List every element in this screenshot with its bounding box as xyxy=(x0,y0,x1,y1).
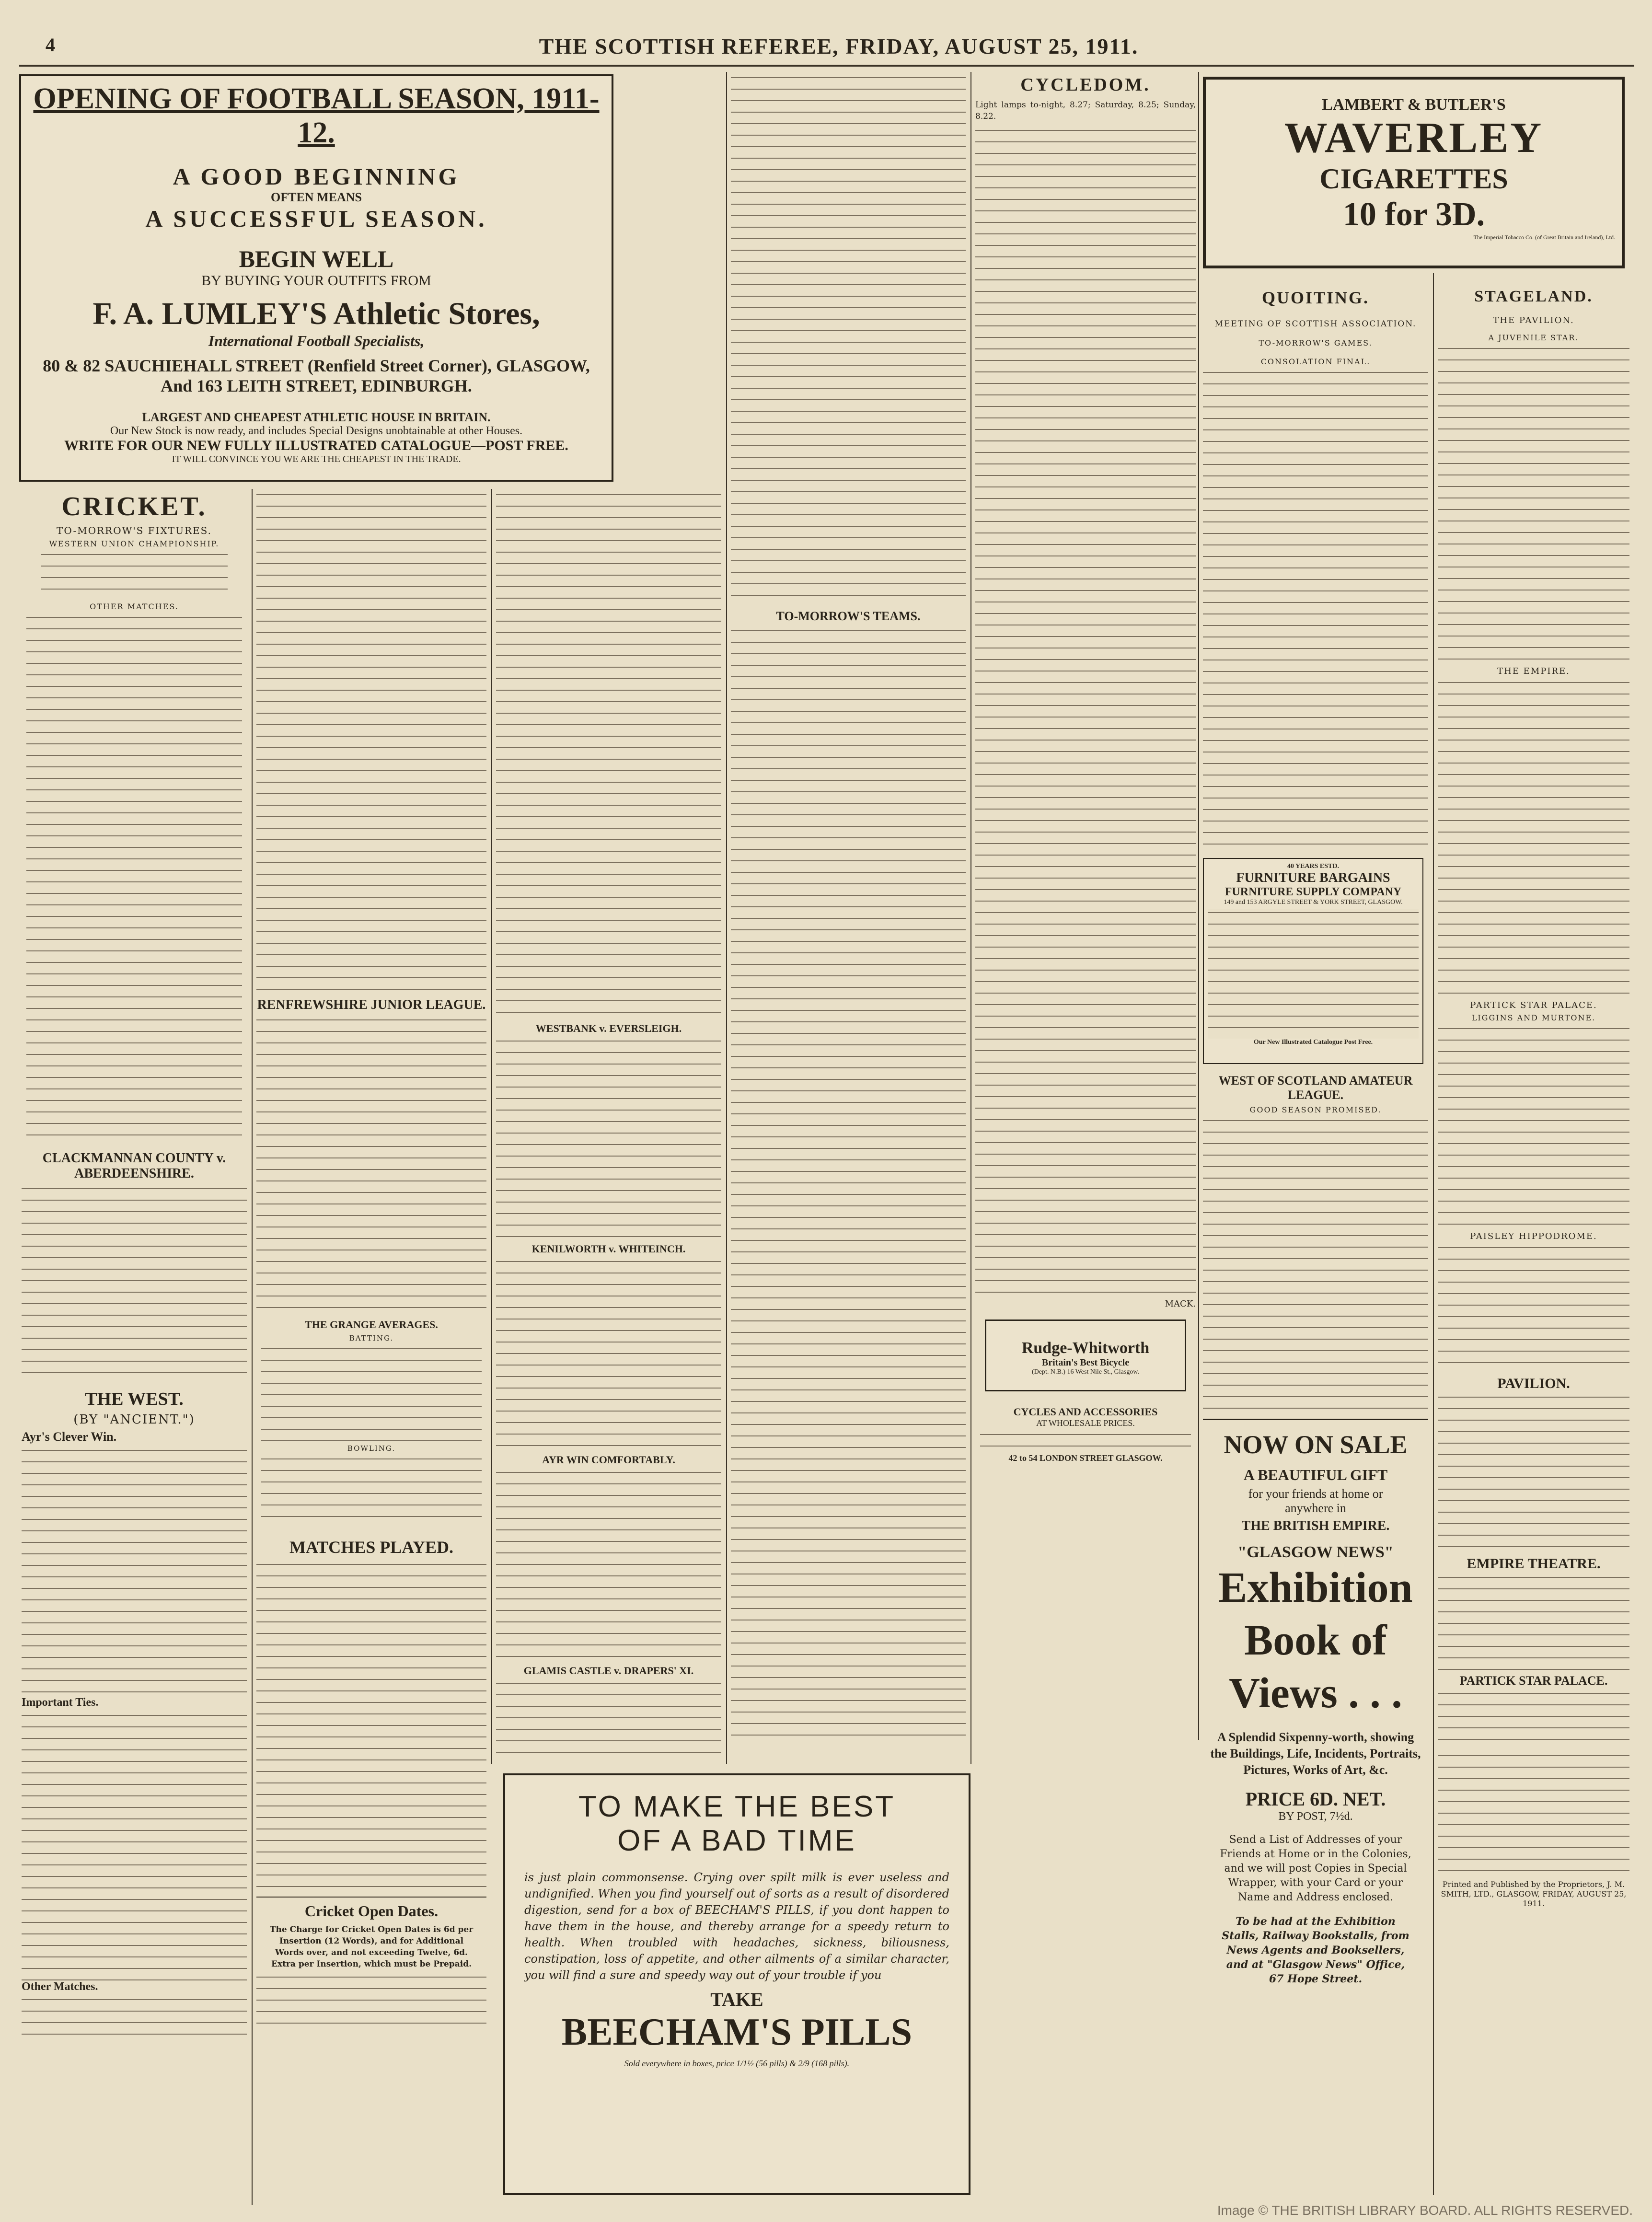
glamis-report xyxy=(496,1680,721,1761)
beecham-brand: BEECHAM'S PILLS xyxy=(561,2011,913,2053)
printed-by: Printed and Published by the Proprietors, J. M. SMITH, LTD., GLASGOW, FRIDAY, AUGUST 25, 1911. xyxy=(1441,1880,1627,1908)
ayr-comfortably-heading: AYR WIN COMFORTABLY. xyxy=(542,1454,675,1466)
matches-played-heading: MATCHES PLAYED. xyxy=(289,1538,454,1557)
column-3 xyxy=(496,491,721,1761)
consolation-final: CONSOLATION FINAL. xyxy=(1260,357,1371,366)
important-ties-heading: Important Ties. xyxy=(22,1696,99,1709)
juvenile-star: A JUVENILE STAR. xyxy=(1488,333,1579,342)
fixtures-heading: TO-MORROW'S FIXTURES. xyxy=(57,525,212,536)
paisley-report xyxy=(1438,1244,1629,1369)
bowling-heading: BOWLING. xyxy=(347,1444,396,1453)
book-of: Book of xyxy=(1244,1617,1387,1664)
stageland-title: STAGELAND. xyxy=(1474,288,1593,305)
kenilworth-heading: KENILWORTH v. WHITEINCH. xyxy=(531,1243,686,1255)
rudge-address: (Dept. N.B.) 16 West Nile St., Glasgow. xyxy=(1031,1368,1140,1376)
season-headline: OPENING OF FOOTBALL SEASON, 1911-12. xyxy=(33,82,600,149)
quoiting-meeting: MEETING OF SCOTTISH ASSOCIATION. xyxy=(1214,319,1417,329)
pavilion-report xyxy=(1438,345,1629,661)
cycles-address: 42 to 54 LONDON STREET GLASGOW. xyxy=(1008,1453,1163,1463)
waverley-product: CIGARETTES xyxy=(1319,163,1508,195)
col-rule-5 xyxy=(1198,72,1199,1740)
furniture-catalogue: Our New Illustrated Catalogue Post Free. xyxy=(1253,1039,1373,1046)
stageland-column xyxy=(1438,288,1629,2200)
col-rule-1 xyxy=(252,489,253,2205)
west-heading: THE WEST. xyxy=(85,1389,184,1409)
masthead-title: THE SCOTTISH REFEREE, FRIDAY, AUGUST 25, 1911. xyxy=(539,34,1139,58)
partick-subheading: PARTICK STAR PALACE. xyxy=(1470,1000,1597,1010)
glasgow-news: "GLASGOW NEWS" xyxy=(1237,1543,1394,1561)
glasgow-address: 80 & 82 SAUCHIEHALL STREET (Renfield Street Corner), GLASGOW, xyxy=(43,356,590,375)
col-rule-3 xyxy=(726,72,727,1764)
furniture-years: 40 YEARS ESTD. xyxy=(1287,863,1339,870)
westbank-heading: WESTBANK v. EVERSLEIGH. xyxy=(535,1022,682,1034)
col3-report-1 xyxy=(496,491,721,1018)
other-report xyxy=(22,1996,247,2039)
ties-report xyxy=(22,1712,247,1980)
lumley-advert xyxy=(19,74,613,482)
ancient-byline: (BY "ANCIENT.") xyxy=(73,1412,195,1427)
partick-report xyxy=(1438,1025,1629,1227)
souvenir-desc: A Splendid Sixpenny-worth, showing the Buildings, Life, Incidents, Portraits, Pictures, Works of Art, &c. xyxy=(1210,1730,1421,1777)
other-matches-heading: OTHER MATCHES. xyxy=(90,602,179,611)
beecham-footer: Sold everywhere in boxes, price 1/1½ (56 pills) & 2/9 (168 pills). xyxy=(624,2059,850,2068)
empire-ad-body xyxy=(1438,1574,1629,1670)
col-rule-4 xyxy=(970,72,971,1764)
begin-well: BEGIN WELL xyxy=(239,245,394,272)
post-price: BY POST, 7½d. xyxy=(1278,1810,1353,1823)
renfrewshire-heading: RENFREWSHIRE JUNIOR LEAGUE. xyxy=(257,997,486,1012)
cycledom-report xyxy=(975,127,1196,1296)
beautiful-gift: A BEAUTIFUL GIFT xyxy=(1243,1466,1388,1483)
views: Views . . . xyxy=(1229,1669,1402,1717)
quoiting-report xyxy=(1203,369,1428,853)
beecham-take: TAKE xyxy=(710,1989,763,2010)
waverley-advert xyxy=(1203,77,1625,268)
new-stock: Our New Stock is now ready, and includes Special Designs unobtainable at other Houses. xyxy=(110,425,523,437)
rudge-brand: Rudge-Whitworth xyxy=(1021,1339,1150,1357)
kenilworth-report xyxy=(496,1258,721,1450)
westbank-report xyxy=(496,1038,721,1239)
column-2 xyxy=(256,491,486,2202)
often-means: OFTEN MEANS xyxy=(271,190,362,204)
cycledom-column xyxy=(975,74,1196,1742)
western-union-heading: WESTERN UNION CHAMPIONSHIP. xyxy=(49,539,219,548)
quoiting-games: TO-MORROW'S GAMES. xyxy=(1259,338,1373,347)
cycles-title: CYCLES AND ACCESSORIES xyxy=(1013,1406,1158,1418)
exhibition: Exhibition xyxy=(1218,1564,1413,1611)
catalogue-offer: WRITE FOR OUR NEW FULLY ILLUSTRATED CATALOGUE—POST FREE. xyxy=(64,438,568,453)
waverley-brand: WAVERLEY xyxy=(1284,114,1544,162)
glasgow-news-advert xyxy=(1203,1419,1428,2197)
furniture-advert xyxy=(1203,858,1423,1064)
pavilion-ad-title: PAVILION. xyxy=(1497,1376,1570,1391)
matches-report xyxy=(256,1561,486,1892)
cycles-wholesale: AT WHOLESALE PRICES. xyxy=(1036,1418,1135,1428)
ayr-win-heading: Ayr's Clever Win. xyxy=(22,1430,117,1444)
successful-season: A SUCCESSFUL SEASON. xyxy=(145,205,487,232)
beecham-advert xyxy=(503,1773,970,2195)
partick-ad-title: PARTICK STAR PALACE. xyxy=(1459,1674,1608,1688)
fixtures-list xyxy=(41,551,228,599)
for-friends: for your friends at home or anywhere in xyxy=(1248,1487,1383,1515)
copyright-watermark: Image © THE BRITISH LIBRARY BOARD. ALL RIGHTS RESERVED. xyxy=(1217,2203,1633,2218)
pavilion-subheading: THE PAVILION. xyxy=(1493,315,1574,325)
store-name: F. A. LUMLEY'S Athletic Stores, xyxy=(92,296,540,331)
specialists: International Football Specialists, xyxy=(208,332,425,349)
empire-ad-title: EMPIRE THEATRE. xyxy=(1467,1556,1601,1572)
col4-report-1 xyxy=(731,74,966,602)
batting-table xyxy=(261,1345,482,1441)
waverley-price-value: 3D. xyxy=(1435,196,1485,233)
cricket-column xyxy=(22,491,247,2202)
tomorrows-teams-heading: TO-MORROW'S TEAMS. xyxy=(776,609,921,623)
beecham-body: is just plain commonsense. Crying over spilt milk is ever useless and undignified. When you find yourself out of sorts as a result of disordered digestion, send for a box of BEECHAM'S PILLS, if you dont happen to have them in the house, and thereby arrange for a speedy return to health. When troubled with headaches, sickness, biliousness, constipation, loss of appetite, and other ailments of a similar character, you will find a sure and speedy way out of your trouble if you xyxy=(524,1871,949,1982)
furniture-company: FURNITURE SUPPLY COMPANY xyxy=(1225,886,1402,898)
where-to-buy: To be had at the Exhibition Stalls, Railway Bookstalls, from News Agents and Booksellers, and at "Glasgow News" Office, 67 Hope Street. xyxy=(1222,1915,1409,1985)
send-addresses: Send a List of Addresses of your Friends at Home or in the Colonies, and we will post Copies in Special Wrapper, with your Card or your Name and Address enclosed. xyxy=(1220,1834,1411,1903)
lamps-time: Light lamps to-night, 8.27; Saturday, 8.25; Sunday, 8.22. xyxy=(975,100,1196,121)
other-fixtures-list xyxy=(26,614,242,1146)
other-matches-2-heading: Other Matches. xyxy=(22,1980,98,1993)
cycledom-title: CYCLEDOM. xyxy=(1020,75,1151,95)
furniture-bargains: FURNITURE BARGAINS xyxy=(1236,870,1390,885)
edinburgh-address: And 163 LEITH STREET, EDINBURGH. xyxy=(161,376,472,395)
clackmannan-heading: CLACKMANNAN COUNTY v. ABERDEENSHIRE. xyxy=(42,1151,226,1181)
price-label: PRICE xyxy=(1245,1788,1305,1810)
empire-subheading: THE EMPIRE. xyxy=(1497,666,1570,676)
open-dates-notice: The Charge for Cricket Open Dates is 6d per Insertion (12 Words), and for Additional Words over, and not exceeding Twelve, 6d. Extra per Insertion, which must be Prepaid. xyxy=(269,1925,474,1969)
batting-heading: BATTING. xyxy=(349,1334,394,1342)
col-rule-6 xyxy=(1433,273,1434,2195)
teams-list xyxy=(731,627,966,1744)
renfrewshire-report xyxy=(256,1017,486,1314)
furniture-details xyxy=(1208,909,1419,1039)
waverley-footer: The Imperial Tobacco Co. (of Great Britain and Ireland), Ltd. xyxy=(1473,234,1615,241)
amateur-league-heading: WEST OF SCOTLAND AMATEUR LEAGUE. xyxy=(1218,1074,1413,1102)
empire-report xyxy=(1438,679,1629,995)
cricket-title: CRICKET. xyxy=(61,492,207,521)
amateur-subheading: GOOD SEASON PROMISED. xyxy=(1249,1105,1382,1114)
beecham-title-2: OF A BAD TIME xyxy=(617,1824,856,1857)
partick-ad-body xyxy=(1438,1690,1629,1748)
paisley-subheading: PAISLEY HIPPODROME. xyxy=(1470,1231,1597,1241)
now-on-sale: NOW ON SALE xyxy=(1224,1430,1408,1459)
cycledom-signoff: MACK. xyxy=(1165,1299,1196,1309)
stageland-closing-report xyxy=(1438,1752,1629,1877)
open-dates-list xyxy=(256,1974,486,2026)
waverley-price-prefix: 10 for xyxy=(1342,196,1427,233)
british-empire: THE BRITISH EMPIRE. xyxy=(1241,1518,1390,1533)
largest-house: LARGEST AND CHEAPEST ATHLETIC HOUSE IN BRITAIN. xyxy=(142,410,491,424)
cricket-open-dates-heading: Cricket Open Dates. xyxy=(304,1902,439,1920)
masthead-rule xyxy=(19,65,1634,67)
clackmannan-report xyxy=(22,1185,247,1382)
glamis-heading: GLAMIS CASTLE v. DRAPERS' XI. xyxy=(523,1665,694,1677)
rudge-tagline: Britain's Best Bicycle xyxy=(1041,1357,1130,1368)
ayr-report xyxy=(22,1447,247,1696)
rudge-advert xyxy=(985,1319,1186,1391)
buying-outfits: BY BUYING YOUR OUTFITS FROM xyxy=(201,273,431,289)
beecham-title-1: TO MAKE THE BEST xyxy=(578,1790,896,1823)
open-dates-rule xyxy=(256,1897,486,1898)
furniture-addresses: 149 and 153 ARGYLE STREET & YORK STREET, GLASGOW. xyxy=(1224,899,1403,906)
pavilion-ad-body xyxy=(1438,1394,1629,1552)
page-number: 4 xyxy=(46,34,56,56)
column-4-body xyxy=(731,74,966,1761)
waverley-price xyxy=(1213,196,1615,234)
good-beginning: A GOOD BEGINNING xyxy=(173,163,460,190)
quoiting-title: QUOITING. xyxy=(1261,288,1370,307)
cheapest-trade: IT WILL CONVINCE YOU WE ARE THE CHEAPEST IN THE TRADE. xyxy=(172,454,461,464)
col-rule-2 xyxy=(491,489,492,1764)
liggins: LIGGINS AND MURTONE. xyxy=(1471,1013,1596,1022)
grange-heading: THE GRANGE AVERAGES. xyxy=(305,1319,438,1331)
bowling-table xyxy=(261,1456,482,1528)
ayr-comfortably-report xyxy=(496,1469,721,1661)
price-value: 6D. NET. xyxy=(1310,1788,1386,1810)
price xyxy=(1203,1788,1428,1810)
cycles-details xyxy=(980,1431,1191,1450)
col2-report-1 xyxy=(256,491,486,990)
waverley-maker: LAMBERT & BUTLER'S xyxy=(1322,96,1506,114)
